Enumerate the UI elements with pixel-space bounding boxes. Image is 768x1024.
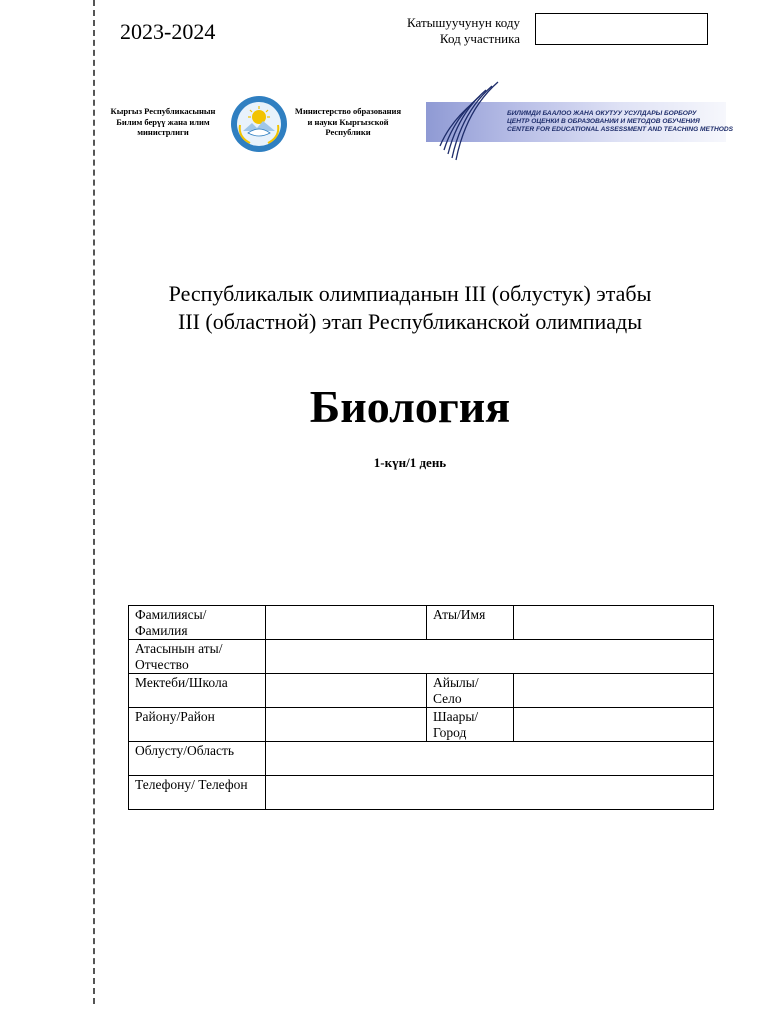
participant-code-label (360, 15, 520, 47)
table-row (129, 776, 714, 810)
ministry-ky-line-2: Билим берүү жана илим (116, 116, 210, 127)
ministry-ru-line-3: Республики (325, 127, 371, 137)
table-row (129, 606, 714, 640)
village-field[interactable] (514, 674, 714, 708)
school-label: Мектеби/Школа (129, 674, 266, 708)
table-row (129, 674, 714, 708)
olympiad-stage-ru: III (областной) этап Республиканской олимпиады (177, 309, 643, 334)
participant-info-table (128, 605, 714, 810)
city-label: Шаары/ Город (427, 708, 514, 742)
ministry-ru-line-1: Министерство образования (294, 106, 402, 116)
kyrgyz-emblem-icon (230, 95, 288, 153)
village-label: Айылы/ Село (427, 674, 514, 708)
region-label: Облусту/Область (129, 742, 266, 776)
table-row (129, 708, 714, 742)
surname-label: Фамилиясы/ Фамилия (129, 606, 266, 640)
ministry-ru-line-2: и науки Кыргызской (307, 116, 389, 127)
olympiad-stage-title (100, 280, 720, 336)
subject-title: Биология (309, 381, 511, 432)
district-field[interactable] (266, 708, 427, 742)
ministry-name-ru (288, 106, 408, 138)
center-name-ru: ЦЕНТР ОЦЕНКИ В ОБРАЗОВАНИИ И МЕТОДОВ ОБУЧЕНИЯ (507, 118, 700, 125)
name-label: Аты/Имя (427, 606, 514, 640)
cut-line (93, 0, 95, 1004)
ministry-ky-line-3: министрлиги (137, 127, 189, 137)
day-label: 1-күн/1 день (373, 455, 447, 470)
table-row (129, 640, 714, 674)
patronymic-label: Атасынын аты/ Отчество (129, 640, 266, 674)
ministry-name-ky (104, 106, 222, 138)
academic-year: 2023-2024 (120, 19, 216, 44)
participant-code-label-ru: Код участника (439, 31, 520, 46)
phone-label: Телефону/ Телефон (129, 776, 266, 810)
patronymic-field[interactable] (266, 640, 714, 674)
table-row (129, 742, 714, 776)
center-name-ky: БИЛИМДИ БААЛОО ЖАНА ОКУТУУ УСУЛДАРЫ БОРБОРУ (507, 110, 697, 117)
name-field[interactable] (514, 606, 714, 640)
center-name-en: CENTER FOR EDUCATIONAL ASSESSMENT AND TEACHING METHODS (507, 126, 734, 133)
surname-field[interactable] (266, 606, 427, 640)
center-logo-text (507, 110, 733, 134)
school-field[interactable] (266, 674, 427, 708)
phone-field[interactable] (266, 776, 714, 810)
participant-code-field[interactable] (535, 13, 708, 45)
participant-code-label-ky: Катышуучунун коду (407, 15, 520, 30)
region-field[interactable] (266, 742, 714, 776)
city-field[interactable] (514, 708, 714, 742)
district-label: Району/Район (129, 708, 266, 742)
ministry-ky-line-1: Кыргыз Республикасынын (110, 106, 216, 116)
olympiad-stage-ky: Республикалык олимпиаданын III (облустук) этабы (168, 281, 652, 306)
